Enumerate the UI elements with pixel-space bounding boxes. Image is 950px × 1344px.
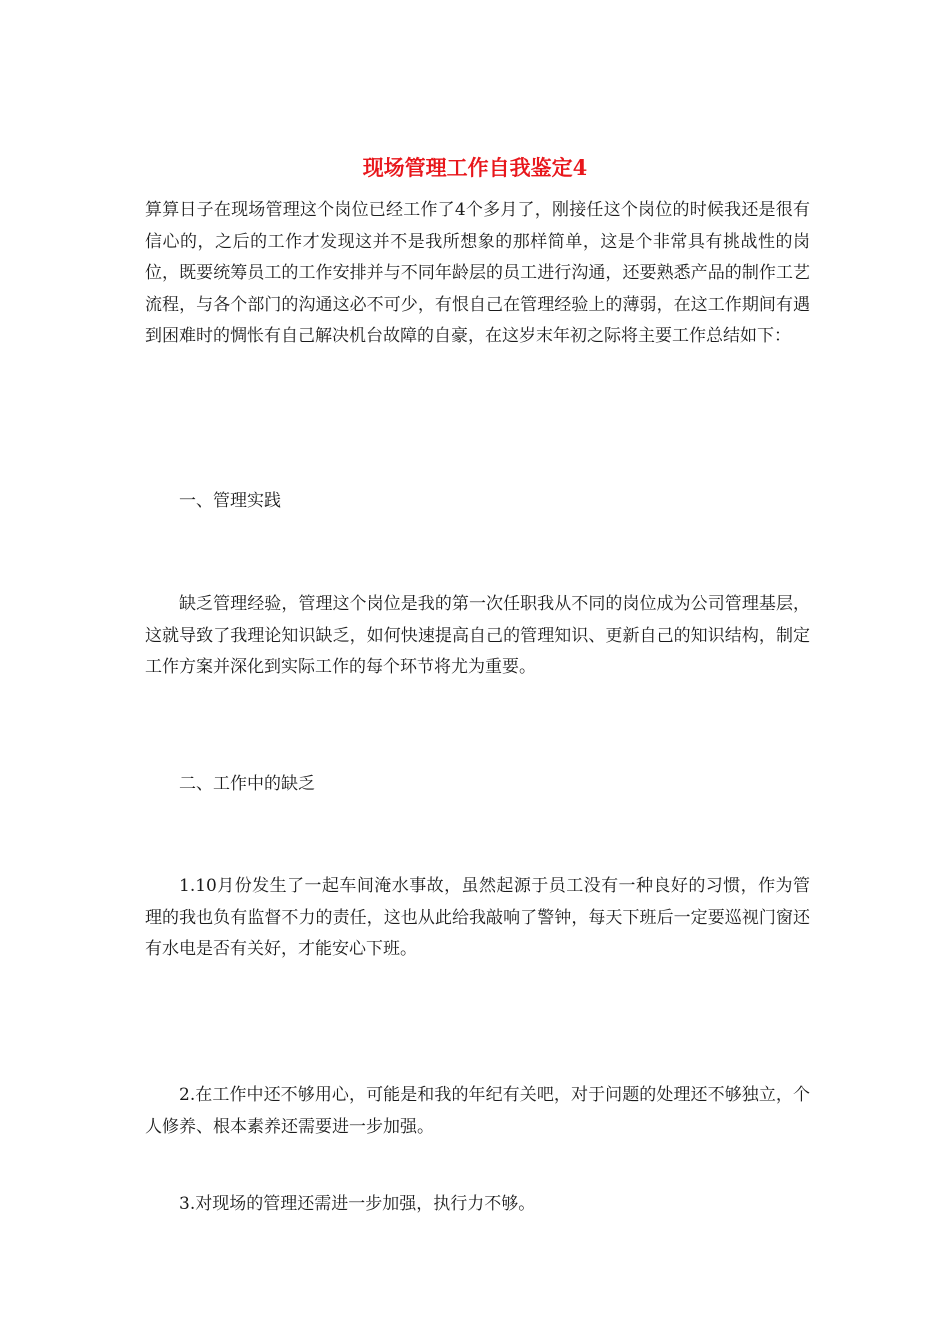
intro-paragraph: 算算日子在现场管理这个岗位已经工作了4个多月了，刚接任这个岗位的时候我还是很有信心的，之后的工作才发现这并不是我所想象的那样简单，这是个非常具有挑战性的岗位，既要统筹员工的工作安排并与不同年龄层的员工进行沟通，还要熟悉产品的制作工艺流程，与各个部门的沟通这必不可少，有恨自己在管理经验上的薄弱，在这工作期间有遇到困难时的惆怅有自己解决机台故障的自豪，在这岁末年初之际将主要工作总结如下： xyxy=(145,200,810,346)
section-heading-management-practice: 一、管理实践 xyxy=(179,491,281,511)
section-heading-shortcomings: 二、工作中的缺乏 xyxy=(179,774,315,794)
list-item-1: 1.10月份发生了一起车间淹水事故，虽然起源于员工没有一种良好的习惯，作为管理的我也负有监督不力的责任，这也从此给我敲响了警钟，每天下班后一定要巡视门窗还有水电是否有关好，才能安心下班。 xyxy=(145,876,810,959)
list-item-2: 2.在工作中还不够用心，可能是和我的年纪有关吧，对于问题的处理还不够独立，个人修养、根本素养还需要进一步加强。 xyxy=(145,1085,810,1137)
list-item-3: 3.对现场的管理还需进一步加强，执行力不够。 xyxy=(179,1194,536,1214)
document-title: 现场管理工作自我鉴定4 xyxy=(362,155,588,180)
section-paragraph-management-practice: 缺乏管理经验，管理这个岗位是我的第一次任职我从不同的岗位成为公司管理基层，这就导致了我理论知识缺乏，如何快速提高自己的管理知识、更新自己的知识结构，制定工作方案并深化到实际工作的每个环节将尤为重要。 xyxy=(145,594,810,677)
